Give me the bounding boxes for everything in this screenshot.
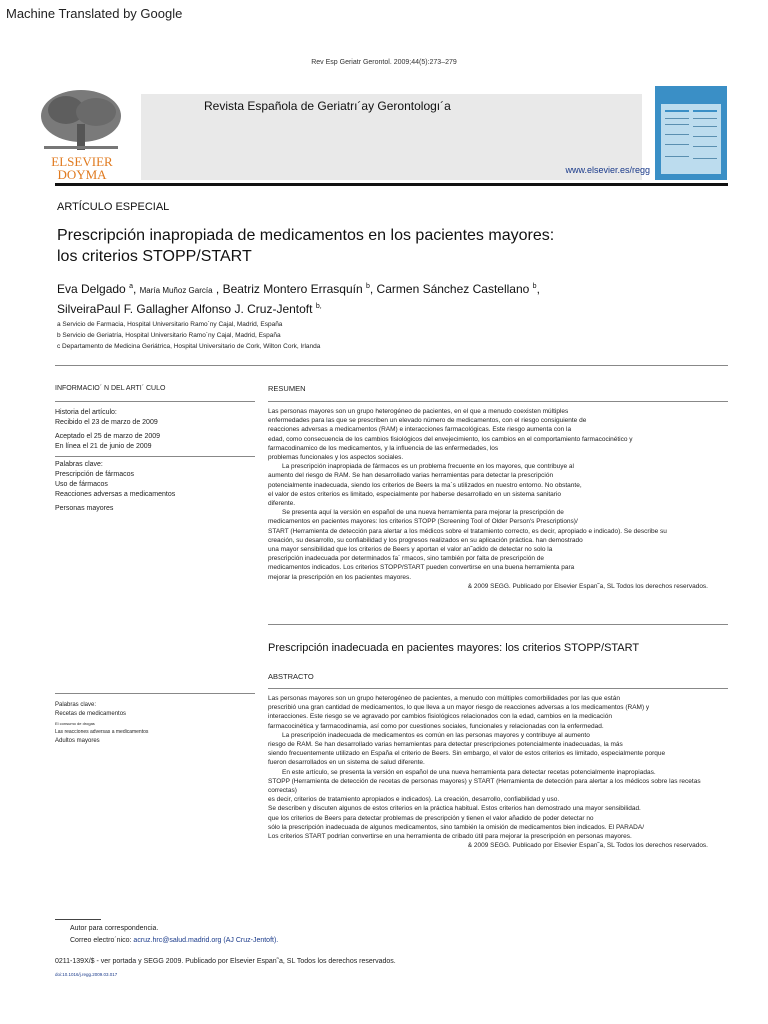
text-line: edad, como consecuencia de los cambios fisiológicos del envejecimiento, los cambios en el comportamiento farmacocinético y (268, 435, 633, 443)
email-line: Correo electro´nico: acruz.hrc@salud.madrid.org (AJ Cruz-Jentoft). (70, 937, 279, 944)
correspondence-note: Autor para correspondencia. (70, 925, 159, 932)
keyword: Las reacciones adversas a medicamentos (55, 729, 149, 735)
doi-link[interactable]: doi:10.1016/j.regg.2009.03.017 (55, 972, 118, 977)
footnote-rule (55, 919, 101, 920)
keyword: Personas mayores (55, 505, 114, 512)
paragraph (268, 694, 708, 731)
author-6: Alfonso J. Cruz-Jentoft (191, 302, 313, 316)
resumen-body (268, 407, 708, 591)
text-line: La prescripción inadecuada de medicamentos es común en las personas mayores y contribuye al aumento (282, 731, 590, 739)
article-title-line1: Prescripción inapropiada de medicamentos en los pacientes mayores: (57, 227, 555, 244)
header-rule (55, 183, 728, 186)
author-list: Eva Delgado $^a$, María Muñoz García , Beatriz Montero Errasquín $^b$, Carmen Sánchez Castellano $^b$, SilveiraPaul F. Gallagher Alfonso J. Cruz-Jentoft $^{b,}$ (57, 282, 540, 316)
svg-text:DOYMA: DOYMA (57, 167, 107, 182)
divider (55, 365, 728, 366)
paragraph (268, 508, 708, 582)
author-2: María Muñoz García (139, 286, 213, 295)
info-rule-2 (55, 456, 255, 457)
text-line: aumento del riesgo de RAM. Se han desarrollado varias herramientas para detectar la prescripción (268, 472, 554, 480)
affiliation-c: c Departamento de Medicina Geriátrica, Hospital Universitario de Cork, Wilton Cork, Irlanda (57, 343, 321, 350)
text-line: el valor de estos criterios es limitado, especialmente por haberse desarrollado en un sistema sanitario (268, 490, 562, 498)
text-line: una mayor sensibilidad que los criterios de Beers y aportan el valor an˜adido de detectar no solo la (268, 546, 553, 554)
text-line: fueron desarrollados en un sistema de salud diferente. (268, 759, 425, 767)
author-5: SilveiraPaul F. Gallagher (57, 302, 189, 316)
keyword: Prescripción de fármacos (55, 471, 134, 478)
keyword: Uso de fármacos (55, 481, 108, 488)
text-line: que los criterios de Beers para detectar problemas de prescripción y tienen el valor añadido de poder detectar no (268, 814, 594, 822)
author-3: , Beatriz Montero Errasquín (215, 282, 363, 296)
text-line: creación, su desarrollo, su confiabilidad y los progresos realizados en su aplicación práctica. han demostrado (268, 536, 583, 544)
author-1: Eva Delgado (57, 282, 126, 296)
text-line: En este artículo, se presenta la versión en español de una nueva herramienta para detectar recetas potencialmente inapropiadas. (282, 768, 656, 776)
paragraph (268, 731, 708, 768)
affiliation-b: b Servicio de Geriatría, Hospital Universitario Ramo´ny Cajal, Madrid, España (57, 332, 281, 339)
article-title-line2: los criterios STOPP/START (57, 248, 252, 265)
resumen-copyright: & 2009 SEGG. Publicado por Elsevier Espan˜a, SL Todos los derechos reservados. (467, 582, 708, 590)
keywords-en: Palabras clave: Recetas de medicamentos El consumo de drogas Las reacciones adversas a medicamentos Adultos mayores (55, 702, 149, 744)
journal-url-link[interactable]: www.elsevier.es/regg (565, 165, 650, 175)
paragraph (268, 768, 708, 842)
abstract-rule (268, 688, 728, 689)
paragraph (268, 462, 708, 508)
keyword: Adultos mayores (55, 738, 100, 744)
text-line: Los criterios START podrían convertirse en una herramienta de cribado útil para mejorar la prescripción en personas mayores. (268, 833, 632, 841)
keyword: El consumo de drogas (55, 721, 95, 726)
text-line: interacciones. Este riesgo se ve agravado por cambios fisiológicos relacionados con la edad, cambios en la medicación (268, 713, 612, 721)
text-line: medicamentos indicados. Los criterios STOPP/START pueden convertirse en una buena herramienta para (268, 564, 575, 572)
text-line: prescribió una gran cantidad de medicamentos, lo que lleva a un mayor riesgo de reacciones adversas a los medicamentos (RAM) y (268, 704, 650, 712)
text-line: siendo frecuentemente utilizado en España el criterio de Beers. Sin embargo, el valor de estos criterios es limitado, especialmente porque (268, 750, 666, 758)
svg-text:ELSEVIER: ELSEVIER (51, 154, 113, 169)
article-type: ARTÍCULO ESPECIAL (57, 201, 170, 213)
email-link[interactable]: acruz.hrc@salud.madrid.org (AJ Cruz-Jentoft). (133, 937, 279, 944)
text-line: Las personas mayores son un grupo heterogéneo de pacientes, en el que a menudo coexisten múltiples (268, 408, 569, 415)
abstract-header: ABSTRACTO (268, 672, 314, 681)
info-header: INFORMACIO´ N DEL ARTI´ CULO (55, 385, 166, 392)
article-history: Historia del artículo: Recibido el 23 de marzo de 2009 Aceptado el 25 de marzo de 2009 En línea el 21 de junio de 2009 (55, 409, 161, 450)
text-line: START (Herramienta de detección para alertar a los médicos sobre el tratamiento correcto, es decir, apropiado e indicado). Se describe su (268, 527, 667, 535)
journal-title: Revista Española de Geriatrı´ay Gerontologı´a (204, 99, 451, 113)
text-line: diferente. (268, 500, 296, 508)
resumen-end-rule (268, 624, 728, 625)
paragraph (268, 407, 708, 462)
text-line: mejorar la prescripción en los pacientes mayores. (268, 573, 412, 581)
text-line: prescripción inadecuada por determinados fa´ rmacos, sino también por falta de prescripción de (268, 555, 545, 563)
english-title: Prescripción inadecuada en pacientes mayores: los criterios STOPP/START (268, 642, 640, 654)
resumen-header: RESUMEN (268, 384, 306, 393)
text-line: La prescripción inapropiada de fármacos es un problema frecuente en los mayores, que contribuye al (282, 463, 574, 471)
info-rule (55, 401, 255, 402)
text-line: es decir, criterios de tratamiento apropiados e indicados). La creación, desarrollo, confiabilidad y uso. (268, 796, 560, 804)
text-line: farmacodinamico de los medicamentos, y la influencia de las enfermedades, los (268, 444, 499, 452)
citation: Rev Esp Geriatr Gerontol. 2009;44(5):273–279 (311, 59, 457, 66)
text-line: STOPP (Herramienta de detección de recetas de personas mayores) y START (Herramienta de detección para alertar a los médicos sobre las recetas correctas) (268, 777, 701, 795)
text-line: enfermedades para las que se prescriben un elevado número de medicamentos, con el riesgo consiguiente de (268, 417, 587, 425)
text-line: Las personas mayores son un grupo heterogéneo de pacientes, a menudo con múltiples comorbilidades por las que están (268, 695, 620, 702)
text-line: farmacocinética y farmacodinamia, así como por cuestiones sociales, funcionales y relacionadas con la enfermedad. (268, 722, 604, 730)
issn-line: 0211-139X/$ - ver portada y SEGG 2009. Publicado por Elsevier Espan˜a, SL Todos los derechos reservados. (55, 958, 396, 965)
text-line: reacciones adversas a medicamentos (RAM) e interacciones farmacológicas. Este riesgo aumenta con la (268, 426, 572, 434)
text-line: Se presenta aquí la versión en español de una nueva herramienta para mejorar la prescripción de (282, 509, 564, 517)
text-line: sólo la prescripción inadecuada de algunos medicamentos, sino también la omisión de medicamentos bien indicados. El PARADA/ (268, 823, 645, 831)
article-title (57, 225, 717, 267)
journal-cover-thumbnail (655, 86, 727, 180)
translator-note: Machine Translated by Google (6, 6, 183, 21)
affiliation-a: a Servicio de Farmacia, Hospital Universitario Ramo´ny Cajal, Madrid, España (57, 321, 283, 328)
keyword: Reacciones adversas a medicamentos (55, 491, 176, 498)
abstract-body (268, 694, 708, 850)
text-line: medicamentos en pacientes mayores: los criterios STOPP (Screening Tool of Older Person's Prescriptions)/ (268, 518, 578, 526)
text-line: Se describen y discuten algunos de estos criterios en la práctica habitual. Estos criterios han demostrado una mayor sensibilidad. (268, 805, 641, 813)
resumen-rule (268, 401, 728, 402)
keyword: Recetas de medicamentos (55, 711, 127, 717)
keywords-en-rule (55, 693, 255, 694)
keywords-es: Palabras clave: Prescripción de fármacos Uso de fármacos Reacciones adversas a medicamentos Personas mayores (55, 461, 176, 512)
abstract-copyright: & 2009 SEGG. Publicado por Elsevier Espan˜a, SL Todos los derechos reservados. (467, 842, 708, 850)
text-line: problemas funcionales y los aspectos sociales. (268, 454, 404, 462)
text-line: riesgo de RAM. Se han desarrollado varias herramientas para detectar prescripciones potencialmente inadecuadas, la más (268, 741, 623, 749)
text-line: potencialmente inadecuada, siendo los criterios de Beers la ma´s utilizados en nuestro entorno. No obstante, (268, 481, 582, 489)
author-4: , Carmen Sánchez Castellano (369, 282, 530, 296)
